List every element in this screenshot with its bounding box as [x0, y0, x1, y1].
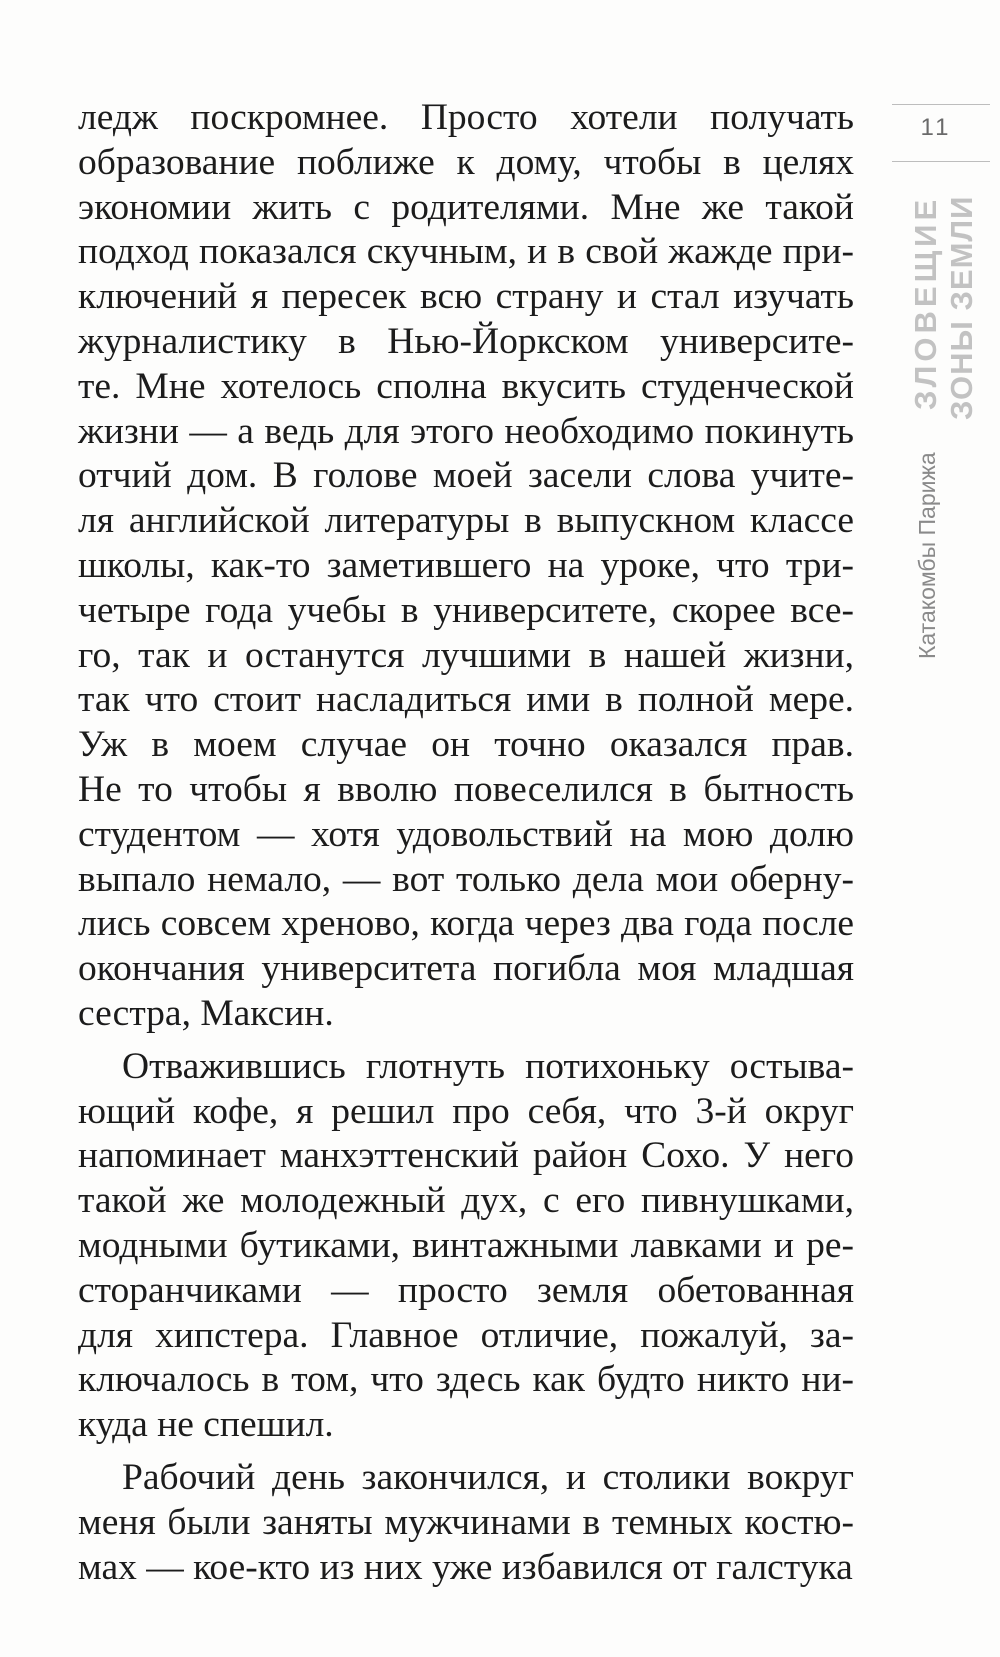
text-line: мах — кое-кто из них уже избавился от галстука — [78, 1546, 853, 1588]
text-line: выпало немало, — вот только дела мои оберну- — [78, 858, 854, 900]
text-line: школы, как-то заметившего на уроке, что три- — [78, 544, 854, 586]
text-line: ющий кофе, я решил про себя, что 3-й округ — [78, 1090, 854, 1132]
paragraph — [78, 96, 854, 1037]
text-line: сестра, Максин. — [78, 992, 334, 1034]
text-line: отчий дом. В голове моей засели слова учите- — [78, 455, 854, 497]
text-line: Уж в моем случае он точно оказался прав. — [78, 724, 854, 766]
text-line: студентом — хотя удовольствий на мою долю — [78, 813, 854, 855]
paragraph — [78, 1456, 854, 1590]
series-title-line-1: ЗЛОВЕЩИЕ — [908, 196, 943, 411]
body-text — [78, 96, 854, 1590]
text-line: Отважившись глотнуть потихоньку остыва- — [122, 1045, 854, 1087]
text-line: окончания университета погибла моя младшая — [78, 948, 854, 990]
text-line: куда не спешил. — [78, 1404, 334, 1446]
text-line: го, так и останутся лучшими в нашей жизни, — [78, 634, 854, 676]
text-line: ледж поскромнее. Просто хотели получать — [78, 97, 854, 138]
text-line: меня были заняты мужчинами в темных костю- — [78, 1501, 854, 1543]
text-line: так что стоит насладиться ими в полной мере. — [78, 679, 854, 721]
book-title: Катакомбы Парижа — [914, 452, 940, 659]
header-rule-bottom — [892, 161, 990, 162]
text-line: Рабочий день закончился, и столики вокруг — [122, 1456, 854, 1498]
text-line: Не то чтобы я вволю повеселился в бытность — [78, 768, 854, 810]
text-line: модными бутиками, винтажными лавками и ре- — [78, 1224, 854, 1266]
series-title-line-2: ЗОНЫ ЗЕМЛИ — [944, 196, 979, 421]
text-line: экономии жить с родителями. Мне же такой — [78, 186, 854, 228]
text-line: напоминает манхэттенский район Сохо. У него — [78, 1135, 854, 1177]
text-line: ля английской литературы в выпускном классе — [78, 500, 854, 542]
text-line: лись совсем хреново, когда через два года после — [78, 903, 854, 945]
text-line: подход показался скучным, и в свой жажде при- — [78, 231, 854, 273]
page-number: 11 — [920, 114, 952, 141]
text-line: журналистику в Нью-Йоркском университе- — [78, 320, 854, 362]
text-line: четыре года учебы в университете, скорее все- — [78, 589, 854, 631]
text-line: образование поближе к дому, чтобы в целях — [78, 141, 854, 183]
text-line: ключалось в том, что здесь как будто никто ни- — [78, 1359, 854, 1401]
paragraph — [78, 1045, 854, 1448]
text-line: сторанчиками — просто земля обетованная — [78, 1269, 854, 1311]
header-rule-top — [892, 104, 990, 105]
text-line: жизни — а ведь для этого необходимо покинуть — [78, 410, 854, 452]
text-line: для хипстера. Главное отличие, пожалуй, за- — [78, 1314, 854, 1356]
text-line: те. Мне хотелось сполна вкусить студенческой — [78, 365, 854, 407]
text-line: ключений я пересек всю страну и стал изучать — [78, 276, 854, 318]
text-line: такой же молодежный дух, с его пивнушками, — [78, 1180, 854, 1222]
